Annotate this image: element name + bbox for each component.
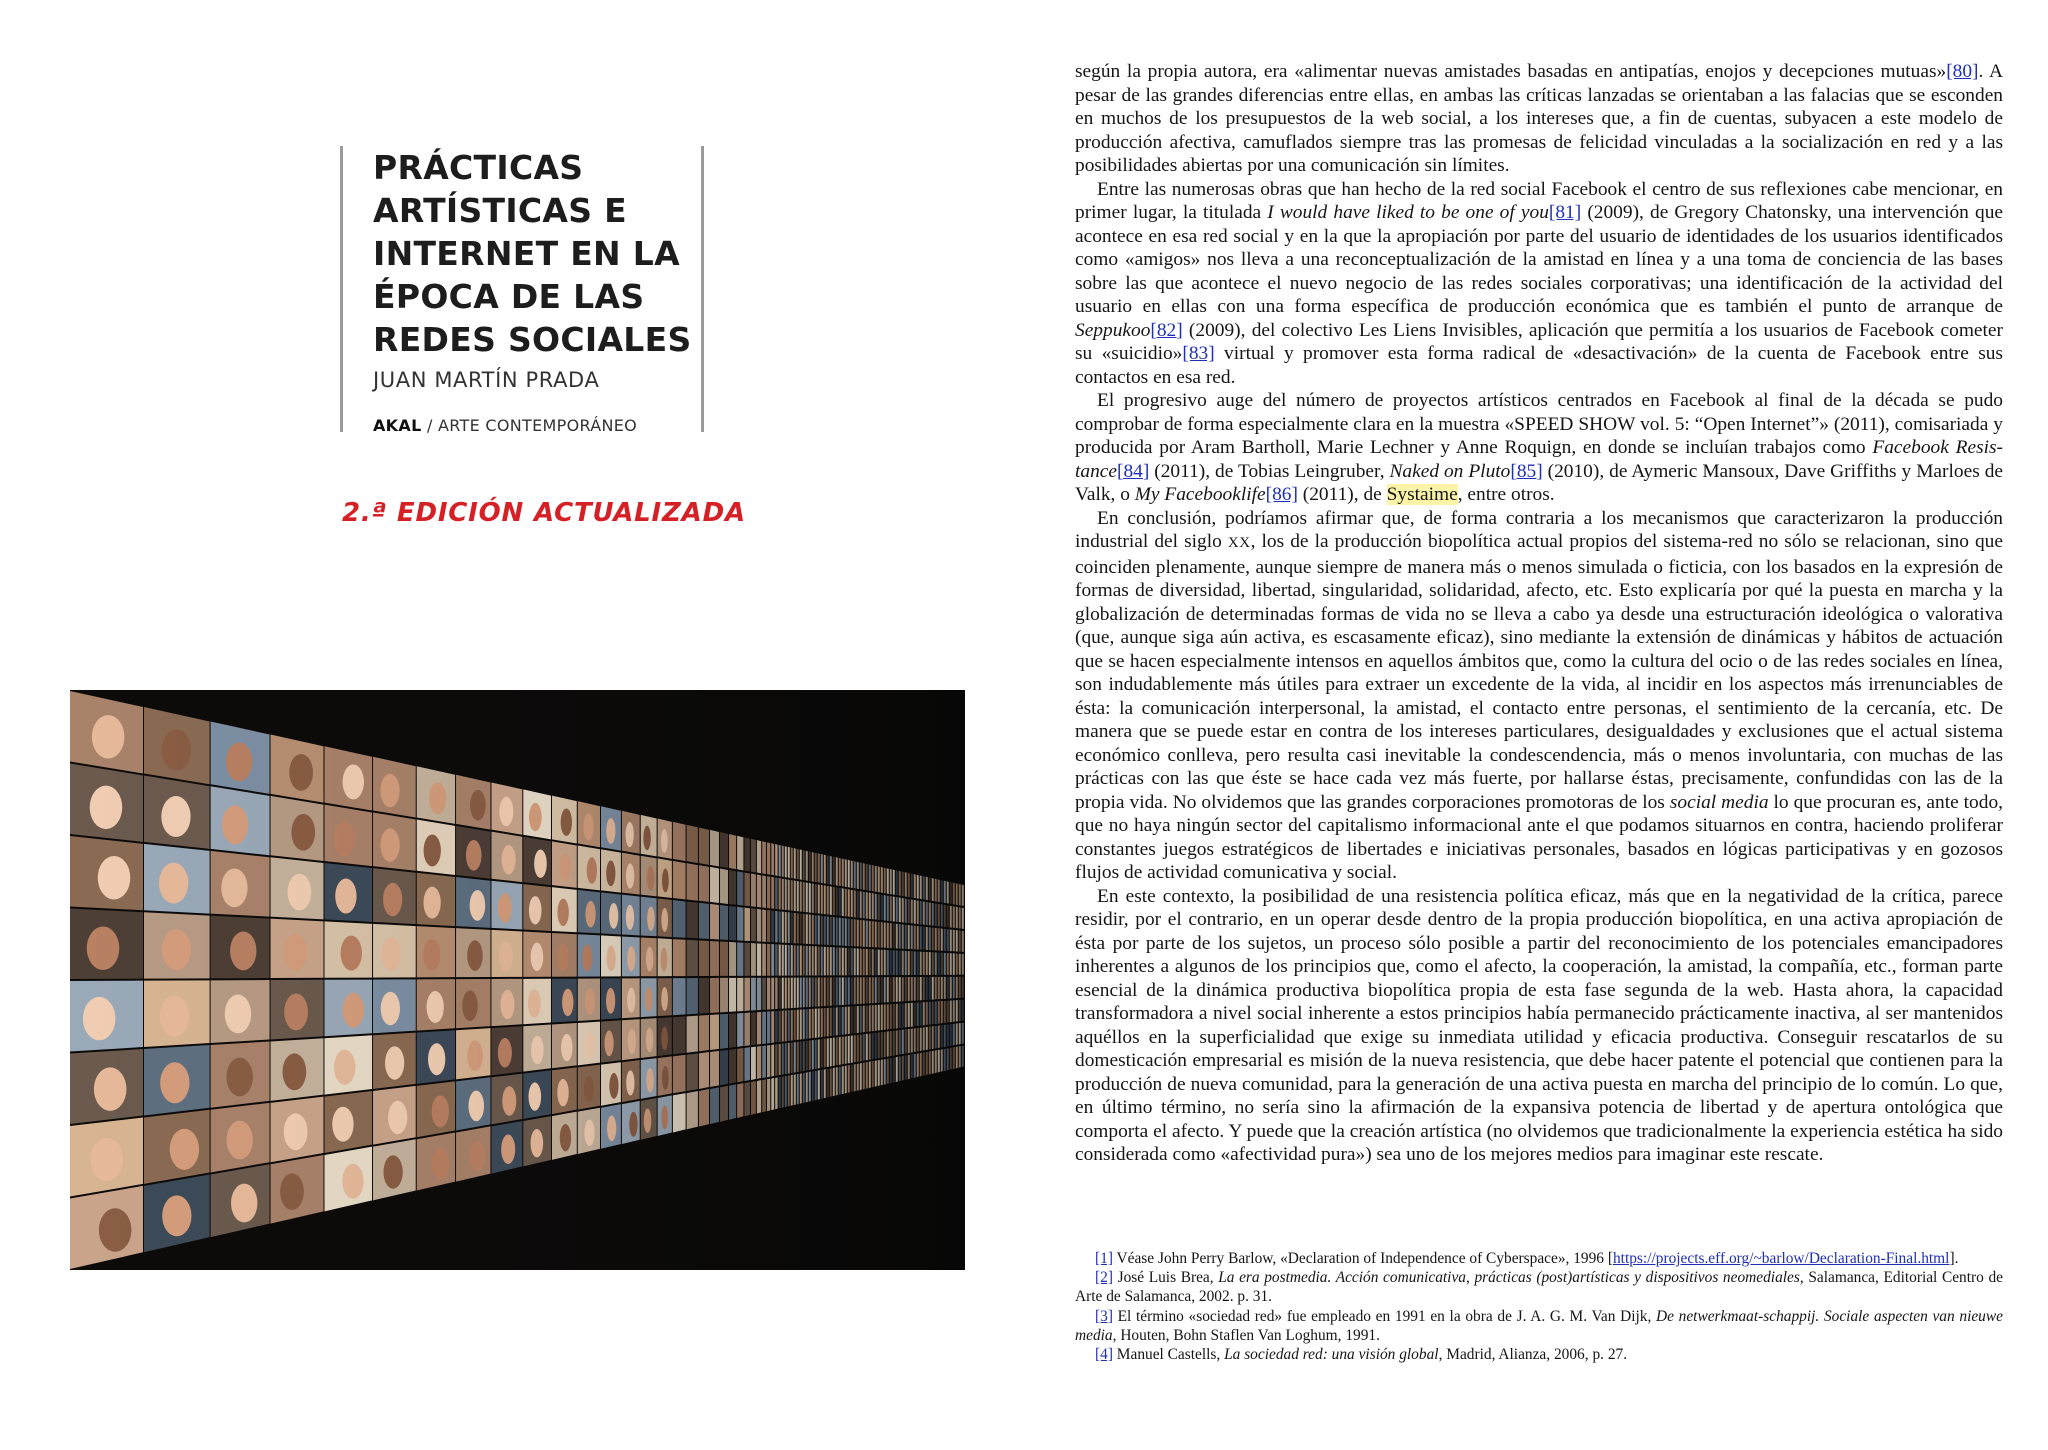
footnote-2-text-a: José Luis Brea, [1112, 1269, 1219, 1287]
footnote-2-text-b: , Salamanca, Editorial Centro de Arte de Salamanca, 2002. p. 31. [1075, 1269, 2003, 1306]
footnote-ref-86[interactable]: [86] [1265, 484, 1298, 505]
p3-italic-title-2: Naked on Pluto [1389, 460, 1511, 482]
footnote-ref-80[interactable]: [80] [1946, 61, 1979, 82]
footnote-4 [1075, 1345, 2003, 1364]
title-frame [340, 146, 704, 435]
footnote-1-text-a: Véase John Perry Barlow, «Declaration of Independence of Cyberspace», 1996 [ [1112, 1250, 1613, 1267]
book-author: JUAN MARTÍN PRADA [373, 368, 600, 392]
p2-text-d: virtual y promover esta forma radical de «desactivación» de la cuenta de Facebook entre sus contactos en esa red. [1075, 343, 2003, 388]
footnote-ref-85[interactable]: [85] [1510, 460, 1543, 482]
footnote-3 [1075, 1307, 2003, 1345]
footnote-ref-82[interactable]: [82] [1150, 319, 1183, 341]
paragraph-2 [1075, 178, 2003, 390]
p3-text-d: (2011), de [1297, 484, 1387, 505]
p1-text-a: según la propia autora, era «alimentar nuevas amistades basadas en antipatías, enojos y decepciones mutuas» [1075, 61, 1947, 82]
p3-text-c: (2010), de Aymeric Mansoux, Dave Griffiths y Marloes de Valk, o [1075, 460, 2003, 505]
paragraph-1 [1075, 60, 2003, 178]
p3-text-a: El progresivo auge del número de proyectos artísticos centrados en Facebook al final de la década se pudo comprobar de forma especialmente clara en la muestra «SPEED SHOW vol. 5: “Open Internet”» (2011), comisariada y producida por Aram Bartholl, Marie Lechner y Anne Roquign, en donde se incluían trabajos como [1075, 390, 2003, 458]
footnote-2-italic: La era postmedia. Acción comunicativa, prácticas (post)artísticas y dispositivos neomediales [1218, 1269, 1800, 1287]
footnote-ref-84[interactable]: [84] [1117, 460, 1150, 482]
paragraph-4 [1075, 507, 2003, 885]
body-text [1075, 60, 2003, 1167]
collection-name: ARTE CONTEMPORÁNEO [438, 416, 638, 435]
footnote-4-number[interactable]: [4] [1095, 1346, 1113, 1364]
p2-text-b: (2009), de Gregory Chatonsky, una intervención que acontece en esa red social y en la que la apropiación por parte del usuario de identidades de los usuarios identificados como «amigos» nos lleva a una reconceptualización de la amistad en línea y a una toma de conciencia de las bases sobre las que acontece el nuevo negocio de las redes sociales corporativas; una identificación de la actividad del usuario en ellas con una forma específica de producción económica que es también el punto de arranque de [1075, 202, 2003, 317]
p1-text-b: . A pesar de las grandes diferencias entre ellas, en ambas las críticas lanzadas se orientaban a las falacias que se esconden en muchos de los presupuestos de la web social, a los intereses que, a fin de cuentas, subyacen a este modelo de producción afectiva, camuflados siempre tras las promesas de felicidad vinculadas a la socialización en red y a las posibilidades abiertas por una comunicación sin límites. [1075, 61, 2003, 176]
video-wall-image [70, 690, 965, 1270]
footnote-2 [1075, 1268, 2003, 1306]
publisher-name: AKAL [373, 416, 422, 435]
footnote-3-number[interactable]: [3] [1095, 1307, 1113, 1325]
p3-italic-title-1: Facebook Resis-tance [1075, 437, 2004, 482]
footnote-1-url[interactable]: https://projects.eff.org/~barlow/Declaration-Final.html [1612, 1250, 1950, 1267]
footnote-3-text-b: , Houten, Bohn Staflen Van Loghum, 1991. [1112, 1326, 1380, 1344]
text-page [1030, 0, 2048, 1450]
p4-text-a: En conclusión, podríamos afirmar que, de forma contraria a los mecanismos que caracterizaron la producción industrial del siglo [1075, 507, 2003, 552]
footnote-4-italic: La sociedad red: una visión global [1224, 1346, 1439, 1364]
footnote-4-text-a: Manuel Castells, [1112, 1346, 1225, 1364]
paragraph-5: En este contexto, la posibilidad de una resistencia política eficaz, más que en la negatividad de la crítica, parece residir, por el contrario, en un operar desde dentro de la propia producción biopolítica, en una activa apropiación de ésta por parte de los sujetos, un proceso sólo posible a partir del reconocimiento de los potenciales emancipadores inherentes a algunos de los principios que, como el afecto, la cooperación, la amistad, la compañía, etc., forman parte esencial de la dinámica productiva biopolítica propia de esta fase segunda de la web. Hasta ahora, la capacidad transformadora a nivel social inherente a estos principios había permanecido prácticamente inactiva, al ser mantenidos aquéllos en la superficialidad que exige su inmediata utilidad y eficacia productiva. Conseguir rescatarlos de su domesticación empresarial es misión de la nueva resistencia, que debe hacer patente el potencial que contienen para la producción de nueva comunidad, para la generación de una activa puesta en marcha del principio de lo común. Lo que, en último término, no sería sino la afirmación de la expansiva potencia de libertad y de apertura ontológica que comporta el afecto. Y puede que la creación artística (no olvidemos que tradicionalmente la experiencia estética ha sido considerada como «afectividad pura») sea uno de los mejores medios para imaginar este rescate. [1075, 885, 2003, 1165]
publisher-separator: / [421, 416, 439, 435]
p3-text-e: , entre otros. [1457, 484, 1555, 505]
p4-text-c: lo que procuran es, ante todo, que no haya ningún sector del capitalismo informacional ante el que podamos situarnos en contra, haciendo proliferar constantes juegos estratégicos de libertades e iniciativas personales, basados en lógicas participativas y en gozosos flujos de actividad comunicativa y social. [1075, 791, 2003, 883]
footnote-2-number[interactable]: [2] [1095, 1269, 1113, 1287]
century-small-caps: XX [1227, 535, 1251, 551]
footnote-3-text-a: El término «sociedad red» fue empleado en 1991 en la obra de J. A. G. M. Van Dijk, [1112, 1307, 1657, 1325]
p3-italic-title-3: My Facebooklife [1134, 484, 1266, 505]
p4-text-b: , los de la producción biopolítica actual propios del sistema-red no sólo se relacionan, sino que coinciden plenamente, aunque siempre de manera más o menos simulada o ficticia, con los basados en la expresión de formas de diversidad, libertad, singularidad, solidaridad, afecto, etc. Esto explicaría por qué la puesta en marcha y la globalización de determinadas formas de vida no se lleva a cabo ya desde una estructuración ideológica o valorativa (que, aunque siga aún activa, es escasamente eficaz), sino mediante la extensión de dinámicas y hábitos de actuación que se hacen especialmente intensos en aquellos ámbitos que, como la cultura del ocio o de las redes sociales en línea, son indudablemente más útiles para extraer un excedente de la vida, al incidir en los aspectos más irrenunciables de ésta: la comunicación interpersonal, la amistad, el contacto entre personas, el sentimiento de la cercanía, etc. De manera que se puede estar en contra de los intereses particulares, desigualdades y exclusiones que el actual sistema económico conlleva, pero resulta casi inevitable la condescendencia, más o menos involuntaria, con muchas de las prácticas con las que éste se hace cada vez más fuerte, por hallarse éstas, precisamente, confundidas con las de la propia vida. No olvidemos que las grandes corporaciones promotoras de los [1075, 531, 2003, 813]
p2-text-c: (2009), del colectivo Les Liens Invisibles, aplicación que permitía a los usuarios de Facebook cometer su «suicidio» [1075, 319, 2003, 364]
p2-text-a: Entre las numerosas obras que han hecho de la red social Facebook el centro de sus reflexiones cabe mencionar, en primer lugar, la titulada [1075, 178, 2003, 223]
footnote-1 [1075, 1249, 2003, 1268]
cover-photo [70, 690, 965, 1270]
edition-label: 2.ª EDICIÓN ACTUALIZADA [342, 498, 746, 528]
footnote-3-italic: De netwerkmaat-schappij. Sociale aspecten van nieuwe media [1075, 1307, 2003, 1344]
p4-italic-term: social media [1669, 791, 1769, 813]
footnote-ref-83[interactable]: [83] [1182, 343, 1215, 364]
footnote-1-text-b: ]. [1949, 1250, 1959, 1267]
p2-italic-title-1: I would have liked to be one of you [1267, 202, 1549, 223]
book-title: PRÁCTICAS ARTÍSTICAS E INTERNET EN LA ÉPOCA DE LAS REDES SOCIALES [373, 148, 692, 359]
p2-italic-title-2: Seppukoo [1075, 319, 1151, 341]
book-cover [0, 0, 1010, 1450]
highlighted-word: Systaime [1386, 484, 1458, 505]
footnotes [1075, 1249, 2003, 1364]
footnote-1-number[interactable]: [1] [1095, 1250, 1113, 1267]
paragraph-3 [1075, 389, 2003, 507]
footnote-ref-81[interactable]: [81] [1548, 202, 1582, 223]
footnote-4-text-b: , Madrid, Alianza, 2006, p. 27. [1438, 1346, 1628, 1364]
p3-text-b: (2011), de Tobias Leingruber, [1149, 460, 1390, 482]
publisher-line [373, 416, 637, 435]
